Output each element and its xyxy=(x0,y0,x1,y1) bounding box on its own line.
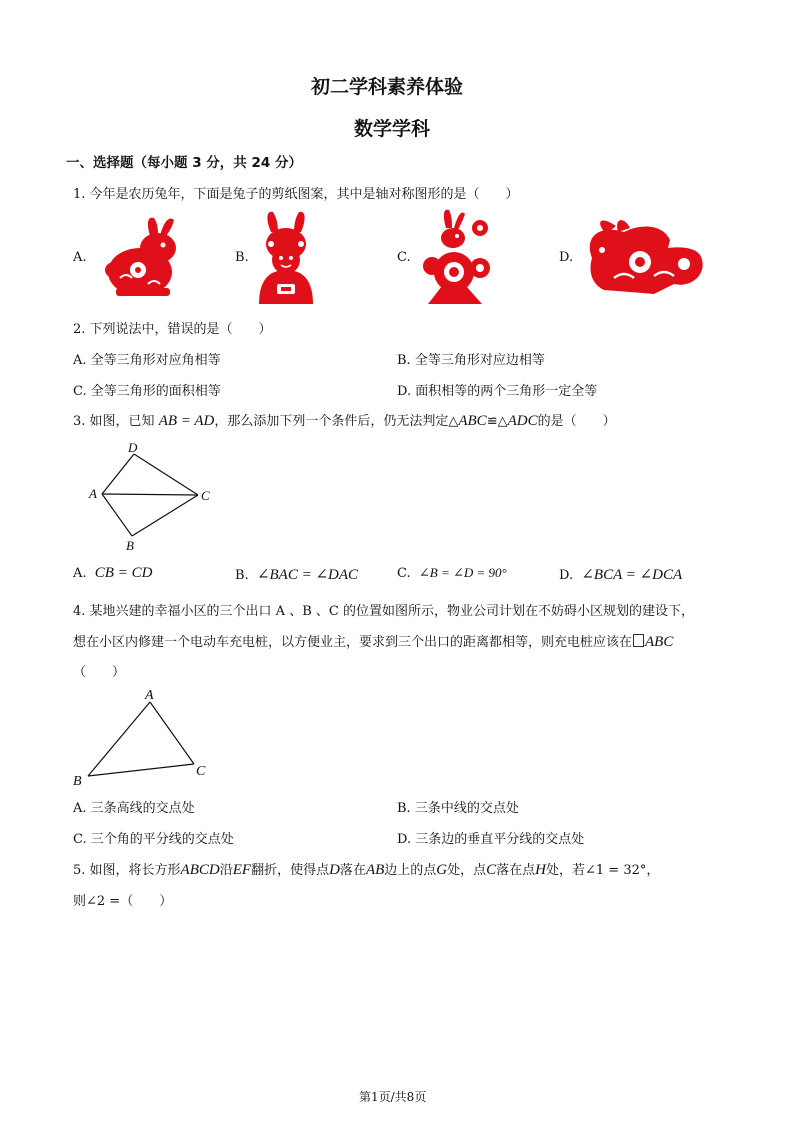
q4-math-abc: ABC xyxy=(645,634,674,650)
q3-option-d: D. ∠BCA = ∠DCA xyxy=(559,567,683,583)
q1-option-a-label: A. xyxy=(73,250,87,265)
q1-option-c-label: C. xyxy=(397,250,411,265)
q3-option-c: C. ∠B = ∠D = 90° xyxy=(397,565,507,581)
papercut-rabbit-leaping-d-image xyxy=(584,218,714,298)
q2-option-b: B. 全等三角形对应边相等 xyxy=(397,353,545,368)
q3-label-a: A xyxy=(89,486,97,501)
papercut-rabbit-a-image xyxy=(98,214,188,300)
question-4-line3: （ ） xyxy=(73,665,126,680)
q4-option-d: D. 三条边的垂直平分线的交点处 xyxy=(397,832,585,847)
question-5-line1: 5. 如图，将长方形ABCD沿EF翻折，使得点D落在AB边上的点G处，点C落在点H处，若∠1 = 32°， xyxy=(73,862,660,878)
triangle-box-icon xyxy=(633,634,644,647)
q3-stem-math-ab-ad: AB = AD xyxy=(158,413,215,429)
page-subtitle: 数学学科 xyxy=(354,118,431,140)
q2-option-a: A. 全等三角形对应角相等 xyxy=(73,353,221,368)
papercut-figure-b-image xyxy=(251,210,321,306)
section-heading: 一、选择题（每小题 3 分，共 24 分） xyxy=(66,155,302,171)
q4-triangle-figure xyxy=(70,686,220,790)
q3-stem-part2: ，那么添加下列一个条件后，仍无法判定△ xyxy=(214,414,459,429)
q3-stem-math-abc: ABC xyxy=(458,413,487,429)
q3-stem-part3: ≌△ xyxy=(486,414,508,429)
question-4-line2: 想在小区内修建一个电动车充电桩，以方便业主，要求到三个出口的距离都相等，则充电桩应该在 ABC xyxy=(73,634,674,650)
q4-option-a: A. 三条高线的交点处 xyxy=(73,801,195,816)
question-4-line1: 4. 某地兴建的幸福小区的三个出口 A 、B 、C 的位置如图所示，物业公司计划在不妨碍小区规划的建设下， xyxy=(73,604,694,619)
q3-stem-part1: 3. 如图，已知 xyxy=(73,414,155,429)
q3-option-a-math: CB = CD xyxy=(94,565,153,581)
q3-label-b: B xyxy=(126,538,134,553)
q3-option-a: A. CB = CD xyxy=(73,565,153,581)
q4-label-a: A xyxy=(145,688,154,703)
q3-option-b: B. ∠BAC = ∠DAC xyxy=(235,567,359,583)
q3-label-d: D xyxy=(128,440,138,455)
q3-option-c-math: ∠B = ∠D = 90° xyxy=(418,565,507,580)
q3-stem-math-adc: ADC xyxy=(507,413,538,429)
question-1-stem: 1. 今年是农历兔年，下面是兔子的剪纸图案，其中是轴对称图形的是（ ） xyxy=(73,187,519,202)
q4-label-b: B xyxy=(73,774,82,789)
q3-option-d-math: ∠BCA = ∠DCA xyxy=(581,567,683,583)
question-5-line2: 则∠2 =（ ） xyxy=(73,894,173,909)
question-2-stem: 2. 下列说法中，错误的是（ ） xyxy=(73,322,272,337)
q2-option-c: C. 全等三角形的面积相等 xyxy=(73,384,221,399)
question-3-stem xyxy=(73,410,616,430)
q3-stem-part4: 的是（ ） xyxy=(537,414,616,429)
q4-option-c: C. 三个角的平分线的交点处 xyxy=(73,832,234,847)
q2-option-d: D. 面积相等的两个三角形一定全等 xyxy=(397,384,598,399)
q3-option-b-math: ∠BAC = ∠DAC xyxy=(256,567,359,583)
q3-quadrilateral-figure xyxy=(84,438,224,558)
page-footer: 第1页/共8页 xyxy=(359,1090,427,1104)
q4-label-c: C xyxy=(196,764,206,779)
q3-label-c: C xyxy=(201,488,210,503)
q1-option-d-label: D. xyxy=(559,250,574,265)
q1-option-b-label: B. xyxy=(235,250,249,265)
page-title: 初二学科素养体验 xyxy=(311,76,464,98)
q4-option-b: B. 三条中线的交点处 xyxy=(397,801,519,816)
papercut-rabbit-flowers-c-image xyxy=(418,208,498,306)
